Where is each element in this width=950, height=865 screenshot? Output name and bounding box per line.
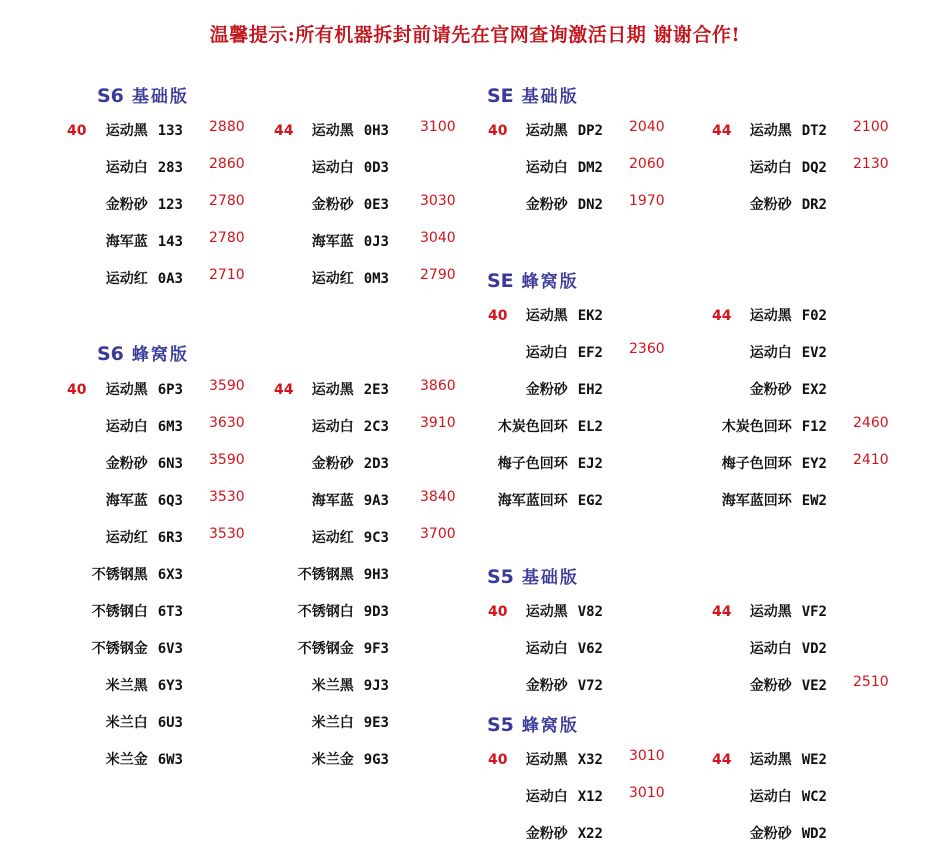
band-color: 不锈钢金 <box>297 641 354 657</box>
band-color: 金粉砂 <box>749 678 792 694</box>
notice-banner: 温馨提示:所有机器拆封前请先在官网查询激活日期 谢谢合作! <box>209 24 741 46</box>
section-title-s6-basic <box>97 82 189 107</box>
model-code: DQ2 <box>801 160 827 176</box>
band-color: 运动白 <box>525 345 568 361</box>
edition-name: 基础版 <box>521 87 579 107</box>
model-label <box>0 601 827 623</box>
model-code: 0A3 <box>157 271 183 287</box>
model-code: 6Q3 <box>157 493 183 509</box>
model-label <box>0 416 827 438</box>
band-color: 金粉砂 <box>311 456 354 472</box>
band-color: 运动白 <box>105 160 148 176</box>
band-color: 运动白 <box>749 641 792 657</box>
model-code: V82 <box>577 604 603 620</box>
model-code: 2C3 <box>363 419 389 435</box>
model-label <box>0 194 827 216</box>
band-color: 运动红 <box>311 530 354 546</box>
band-color: 海军蓝 <box>311 493 354 509</box>
series-code: SE <box>487 85 514 107</box>
model-label <box>0 823 827 845</box>
price-value: 2060 <box>629 156 665 172</box>
band-color: 运动白 <box>311 419 354 435</box>
edition-name: 基础版 <box>131 87 189 107</box>
case-size: 44 <box>274 382 294 398</box>
band-color: 金粉砂 <box>525 197 568 213</box>
band-color: 不锈钢金 <box>91 641 148 657</box>
model-code: X12 <box>577 789 603 805</box>
model-code: F02 <box>801 308 827 324</box>
price-value: 2790 <box>420 267 456 283</box>
model-code: X22 <box>577 826 603 842</box>
model-code: EK2 <box>577 308 603 324</box>
model-code: 9J3 <box>363 678 389 694</box>
model-label <box>0 231 389 253</box>
price-value: 3910 <box>420 415 456 431</box>
model-label <box>0 379 827 401</box>
model-code: EG2 <box>577 493 603 509</box>
band-color: 运动白 <box>749 789 792 805</box>
price-value: 3700 <box>420 526 456 542</box>
model-code: DR2 <box>801 197 827 213</box>
case-size: 40 <box>67 123 87 139</box>
model-label <box>0 749 827 771</box>
model-label <box>0 712 389 734</box>
band-color: 金粉砂 <box>525 826 568 842</box>
band-color: 运动白 <box>749 345 792 361</box>
model-code: 143 <box>157 234 183 250</box>
price-value: 3030 <box>420 193 456 209</box>
model-code: V62 <box>577 641 603 657</box>
model-code: 123 <box>157 197 183 213</box>
price-value: 1970 <box>629 193 665 209</box>
price-row <box>0 638 950 660</box>
band-color: 运动白 <box>525 160 568 176</box>
model-code: 9G3 <box>363 752 389 768</box>
price-value: 2360 <box>629 341 665 357</box>
band-color: 运动黑 <box>525 123 568 139</box>
band-color: 运动黑 <box>105 382 148 398</box>
model-code: 0E3 <box>363 197 389 213</box>
price-row <box>0 416 950 438</box>
model-label <box>0 268 389 290</box>
band-color: 不锈钢白 <box>91 604 148 620</box>
price-value: 3630 <box>209 415 245 431</box>
model-code: 6T3 <box>157 604 183 620</box>
model-code: 0J3 <box>363 234 389 250</box>
price-value: 2100 <box>853 119 889 135</box>
price-value: 2860 <box>209 156 245 172</box>
model-code: VF2 <box>801 604 827 620</box>
band-color: 运动黑 <box>525 752 568 768</box>
case-size: 44 <box>712 123 732 139</box>
band-color: 米兰白 <box>311 715 354 731</box>
band-color: 运动黑 <box>749 752 792 768</box>
edition-name: 基础版 <box>521 568 579 588</box>
model-code: 0H3 <box>363 123 389 139</box>
model-code: 0M3 <box>363 271 389 287</box>
price-value: 3040 <box>420 230 456 246</box>
model-label <box>0 675 827 697</box>
model-code: EJ2 <box>577 456 603 472</box>
model-code: 9H3 <box>363 567 389 583</box>
band-color: 运动黑 <box>749 604 792 620</box>
price-value: 3590 <box>209 452 245 468</box>
price-value: 3010 <box>629 785 665 801</box>
model-code: WC2 <box>801 789 827 805</box>
series-code: S5 <box>487 714 514 736</box>
model-code: 9F3 <box>363 641 389 657</box>
band-color: 运动白 <box>525 641 568 657</box>
band-color: 运动红 <box>105 530 148 546</box>
price-value: 2040 <box>629 119 665 135</box>
model-code: EX2 <box>801 382 827 398</box>
model-code: 0D3 <box>363 160 389 176</box>
model-code: 6N3 <box>157 456 183 472</box>
case-size: 44 <box>712 752 732 768</box>
model-code: EY2 <box>801 456 827 472</box>
model-code: 6M3 <box>157 419 183 435</box>
band-color: 运动黑 <box>749 123 792 139</box>
price-row <box>0 712 950 734</box>
case-size: 40 <box>488 604 508 620</box>
model-label <box>0 490 827 512</box>
model-code: WD2 <box>801 826 827 842</box>
model-code: 6W3 <box>157 752 183 768</box>
model-code: EW2 <box>801 493 827 509</box>
model-label <box>0 786 827 808</box>
edition-name: 蜂窝版 <box>521 272 579 292</box>
band-color: 运动白 <box>105 419 148 435</box>
price-value: 2710 <box>209 267 245 283</box>
band-color: 金粉砂 <box>525 382 568 398</box>
band-color: 运动红 <box>311 271 354 287</box>
band-color: 金粉砂 <box>105 197 148 213</box>
price-row <box>0 601 950 623</box>
model-code: 6U3 <box>157 715 183 731</box>
price-row <box>0 379 950 401</box>
price-value: 3010 <box>629 748 665 764</box>
model-code: X32 <box>577 752 603 768</box>
model-code: EH2 <box>577 382 603 398</box>
model-code: 9C3 <box>363 530 389 546</box>
price-row <box>0 490 950 512</box>
price-row <box>0 268 950 290</box>
band-color: 不锈钢白 <box>297 604 354 620</box>
model-code: 6Y3 <box>157 678 183 694</box>
price-value: 3840 <box>420 489 456 505</box>
price-value: 2130 <box>853 156 889 172</box>
band-color: 海军蓝回环 <box>497 493 568 509</box>
band-color: 运动红 <box>105 271 148 287</box>
price-row <box>0 453 950 475</box>
price-value: 3530 <box>209 526 245 542</box>
band-color: 运动黑 <box>311 382 354 398</box>
band-color: 金粉砂 <box>311 197 354 213</box>
band-color: 金粉砂 <box>105 456 148 472</box>
band-color: 金粉砂 <box>749 826 792 842</box>
price-value: 2780 <box>209 193 245 209</box>
model-label <box>0 564 389 586</box>
price-value: 2880 <box>209 119 245 135</box>
band-color: 运动白 <box>311 160 354 176</box>
series-code: S6 <box>97 85 124 107</box>
band-color: 不锈钢黑 <box>297 567 354 583</box>
band-color: 运动黑 <box>749 308 792 324</box>
band-color: 运动白 <box>749 160 792 176</box>
edition-name: 蜂窝版 <box>521 716 579 736</box>
series-code: SE <box>487 270 514 292</box>
model-code: 9D3 <box>363 604 389 620</box>
case-size: 44 <box>712 308 732 324</box>
band-color: 米兰黑 <box>105 678 148 694</box>
model-label <box>0 638 827 660</box>
band-color: 木炭色回环 <box>497 419 568 435</box>
band-color: 运动黑 <box>525 604 568 620</box>
price-row <box>0 157 950 179</box>
model-code: 6P3 <box>157 382 183 398</box>
price-value: 2410 <box>853 452 889 468</box>
case-size: 40 <box>67 382 87 398</box>
model-code: VD2 <box>801 641 827 657</box>
price-value: 3590 <box>209 378 245 394</box>
band-color: 金粉砂 <box>525 678 568 694</box>
band-color: 米兰白 <box>105 715 148 731</box>
model-code: V72 <box>577 678 603 694</box>
model-code: EL2 <box>577 419 603 435</box>
series-code: S6 <box>97 343 124 365</box>
model-label <box>0 453 827 475</box>
model-label <box>0 305 827 327</box>
band-color: 木炭色回环 <box>721 419 792 435</box>
series-code: S5 <box>487 566 514 588</box>
model-code: DN2 <box>577 197 603 213</box>
model-code: F12 <box>801 419 827 435</box>
model-code: EF2 <box>577 345 603 361</box>
case-size: 40 <box>488 123 508 139</box>
band-color: 金粉砂 <box>749 197 792 213</box>
model-code: 283 <box>157 160 183 176</box>
price-value: 2510 <box>853 674 889 690</box>
price-value: 2460 <box>853 415 889 431</box>
model-code: 6X3 <box>157 567 183 583</box>
price-row <box>0 675 950 697</box>
model-code: VE2 <box>801 678 827 694</box>
price-value: 2780 <box>209 230 245 246</box>
band-color: 运动白 <box>525 789 568 805</box>
model-code: 9E3 <box>363 715 389 731</box>
case-size: 44 <box>712 604 732 620</box>
price-row <box>0 194 950 216</box>
price-value: 3100 <box>420 119 456 135</box>
model-code: WE2 <box>801 752 827 768</box>
section-title-se-basic <box>487 82 579 107</box>
model-code: 6R3 <box>157 530 183 546</box>
case-size: 40 <box>488 752 508 768</box>
model-code: DP2 <box>577 123 603 139</box>
band-color: 米兰金 <box>105 752 148 768</box>
price-row <box>0 823 950 845</box>
band-color: 梅子色回环 <box>497 456 568 472</box>
model-code: DM2 <box>577 160 603 176</box>
price-value: 3860 <box>420 378 456 394</box>
model-label <box>0 120 827 142</box>
band-color: 海军蓝 <box>105 493 148 509</box>
case-size: 44 <box>274 123 294 139</box>
model-code: 9A3 <box>363 493 389 509</box>
model-code: 6V3 <box>157 641 183 657</box>
model-code: EV2 <box>801 345 827 361</box>
band-color: 米兰黑 <box>311 678 354 694</box>
case-size: 40 <box>488 308 508 324</box>
model-code: DT2 <box>801 123 827 139</box>
model-label <box>0 527 389 549</box>
price-row <box>0 305 950 327</box>
model-code: 133 <box>157 123 183 139</box>
price-row <box>0 786 950 808</box>
edition-name: 蜂窝版 <box>131 345 189 365</box>
band-color: 海军蓝 <box>311 234 354 250</box>
band-color: 不锈钢黑 <box>91 567 148 583</box>
band-color: 运动黑 <box>525 308 568 324</box>
price-row <box>0 120 950 142</box>
price-row <box>0 231 950 253</box>
price-row <box>0 342 950 364</box>
band-color: 运动黑 <box>311 123 354 139</box>
price-row <box>0 564 950 586</box>
band-color: 金粉砂 <box>749 382 792 398</box>
model-code: 2E3 <box>363 382 389 398</box>
band-color: 运动黑 <box>105 123 148 139</box>
band-color: 海军蓝回环 <box>721 493 792 509</box>
model-label <box>0 342 827 364</box>
model-label <box>0 157 827 179</box>
band-color: 米兰金 <box>311 752 354 768</box>
band-color: 梅子色回环 <box>721 456 792 472</box>
price-row <box>0 749 950 771</box>
band-color: 海军蓝 <box>105 234 148 250</box>
price-row <box>0 527 950 549</box>
model-code: 2D3 <box>363 456 389 472</box>
price-value: 3530 <box>209 489 245 505</box>
